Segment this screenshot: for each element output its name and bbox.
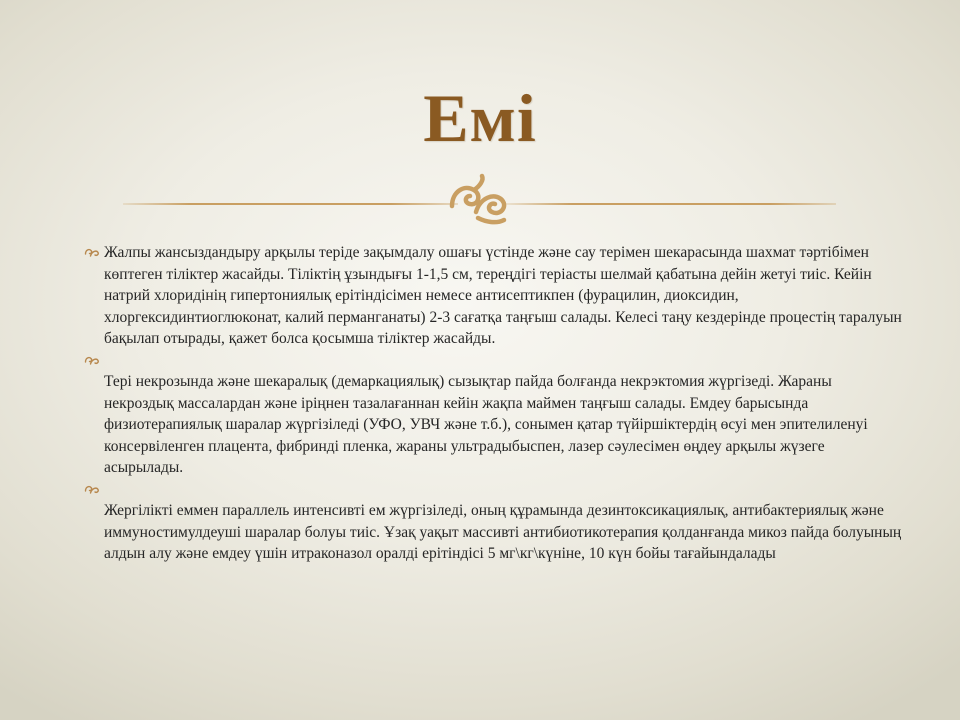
bullet-row xyxy=(84,479,904,501)
slide-title: Емі xyxy=(423,80,537,156)
list-item xyxy=(84,242,904,350)
title-divider-left xyxy=(123,203,458,205)
paragraph-intensive-therapy: Жергілікті еммен параллель интенсивті ем жүргізіледі, оның құрамында дезинтоксикациялық, антибактериялық және иммуностимулдеуші шаралар болуы тиіс. Ұзақ уақыт массивті антибиотикотерапия қолданғанда микоз пайда болуының алдын алу және емдеу үшін итраконазол оралді ерітіндісі 5 мг\кг\күніне, 10 күн бойы тағайындалады xyxy=(104,502,902,562)
paragraph-incision-treatment: Жалпы жансыздандыру арқылы теріде зақымдалу ошағы үстінде және сау терімен шекарасында шахмат тәртібімен көптеген тіліктер жасайды. Тіліктің ұзындығы 1-1,5 см, тереңдігі теріасты шелмай қабатына дейін жетуі тиіс. Кейін натрий хлоридінің гипертониялық ерітіндісімен немесе антисептикпен (фурацилин, диоксидин, хлоргексидинтиоглюконат, калий перманганаты) 2-3 сағатқа таңғыш салады. Келесі таңу кездерінде процестің таралуын бақылап отырады, қажет болса қосымша тіліктер жасайды. xyxy=(104,244,902,347)
double-swirl-ornament-icon xyxy=(446,172,516,228)
paragraph-necrectomy: Тері некрозында және шекаралық (демаркациялық) сызықтар пайда болғанда некрэктомия жүргізеді. Жараны некроздық массалардан және іріңнен тазалағаннан кейін жақпа маймен таңғыш салады. Емдеу барысында физиотерапиялық шаралар жүргізіледі (УФО, УВЧ және т.б.), сонымен қатар түйіршіктердің өсуі мен эпителиленуі консервіленген плацента, фибринді пленка, жараны ультрадыбыспен, лазер сәулесімен өңдеу арқылы жүзеге асырылады. xyxy=(104,373,868,476)
swirl-bullet-icon xyxy=(84,483,100,495)
bullet-row xyxy=(84,350,904,372)
swirl-bullet-icon xyxy=(84,246,100,258)
title-divider-right xyxy=(506,203,836,205)
content-list xyxy=(84,242,904,565)
swirl-bullet-icon xyxy=(84,354,100,366)
list-item xyxy=(84,479,904,565)
list-item xyxy=(84,350,904,479)
